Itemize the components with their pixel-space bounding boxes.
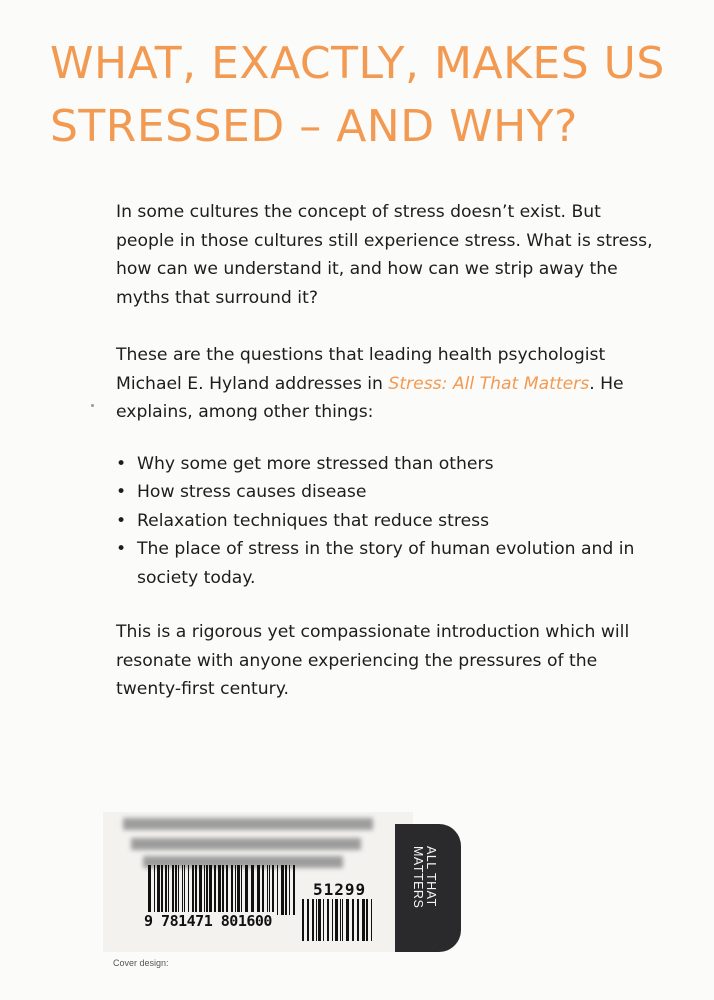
barcode-bar — [362, 899, 365, 941]
barcode-bar — [188, 865, 189, 915]
stray-dot — [91, 404, 94, 407]
author-text-before: These are the questions that leading health psychologist Michael E. Hyland addresses in — [116, 345, 606, 394]
cover-design-credit: Cover design: — [113, 958, 169, 968]
barcode-bar — [293, 865, 295, 915]
barcode-bar — [327, 899, 329, 941]
headline — [50, 32, 700, 158]
blurred-text-line — [123, 818, 373, 830]
series-label-line-2: MATTERS — [411, 846, 425, 909]
barcode-bar — [277, 865, 278, 915]
barcode-bar — [226, 865, 228, 915]
barcode-bar — [182, 865, 183, 915]
intro-paragraph: In some cultures the concept of stress doesn’t exist. But people in those cultures still experience stress. What is stress, how can we understand it, and how can we strip away the myths that surround it? — [116, 202, 653, 308]
barcode-bar — [269, 865, 270, 915]
barcode-bar — [154, 865, 155, 915]
barcode-bar — [199, 865, 202, 915]
barcode-bar — [352, 899, 354, 941]
barcode-bar — [289, 865, 290, 915]
barcode-bar — [231, 865, 233, 915]
barcode-bar — [272, 865, 274, 915]
barcode-bar — [335, 899, 338, 941]
barcode-bar — [157, 865, 160, 915]
barcode-bar — [237, 865, 240, 915]
isbn-number: 9 781471 801600 — [144, 912, 272, 930]
headline-line-2: STRESSED – AND WHY? — [50, 101, 578, 152]
series-label — [409, 846, 437, 936]
barcode-bar — [366, 899, 368, 941]
barcode-bar — [206, 865, 208, 915]
bullet-item: • Why some get more stressed than others — [116, 450, 656, 479]
barcode-bar — [168, 865, 169, 915]
barcode-bar — [235, 865, 236, 915]
barcode-bar — [241, 865, 242, 915]
barcode-bar — [332, 899, 333, 941]
bullet-item: • The place of stress in the story of human evolution and in society today. — [116, 535, 656, 592]
series-label-line-1: ALL THAT — [424, 846, 438, 907]
barcode-bar — [346, 899, 349, 941]
barcode-bar — [302, 899, 304, 941]
barcode-bar — [281, 865, 284, 915]
barcode-bar — [267, 865, 268, 915]
closing-paragraph: This is a rigorous yet compassionate introduction which will resonate with anyone experiencing the pressures of the twenty-first century. — [116, 622, 630, 699]
bullet-item: • Relaxation techniques that reduce stress — [116, 507, 656, 536]
barcode-bar — [209, 865, 212, 915]
barcode-bar — [257, 865, 260, 915]
barcode-bar — [318, 899, 321, 941]
barcode-bar — [312, 899, 314, 941]
barcode-bar — [148, 865, 151, 915]
barcode-bar — [245, 865, 248, 915]
price-addon-barcode — [302, 899, 374, 941]
blurb — [116, 198, 656, 704]
barcode-bar — [285, 865, 287, 915]
author-text-after: . He explains, among other things: — [116, 373, 624, 422]
barcode-bar — [218, 865, 221, 915]
barcode-bar — [165, 865, 167, 915]
barcode-bar — [340, 899, 341, 941]
barcode-bar — [262, 865, 264, 915]
barcode-bar — [316, 899, 317, 941]
barcode-bar — [222, 865, 224, 915]
book-title-reference: Stress: All That Matters — [388, 373, 590, 394]
barcode-bar — [371, 899, 372, 941]
barcode-bar — [184, 865, 185, 915]
bullet-item: • How stress causes disease — [116, 478, 656, 507]
barcode-bar — [195, 865, 197, 915]
author-paragraph — [116, 341, 656, 427]
barcode-bar — [178, 865, 179, 915]
barcode-bar — [342, 899, 343, 941]
barcode-bar — [307, 899, 309, 941]
barcode-bar — [357, 899, 359, 941]
headline-line-1: WHAT, EXACTLY, MAKES US — [50, 38, 665, 89]
price-code: 51299 — [313, 880, 367, 899]
barcode-bar — [192, 865, 194, 915]
barcode-bar — [175, 865, 177, 915]
ean-barcode — [148, 865, 298, 915]
barcode-bar — [251, 865, 254, 915]
barcode-bar — [204, 865, 205, 915]
barcode-bar — [161, 865, 163, 915]
barcode-bar — [214, 865, 216, 915]
barcode-bar — [172, 865, 174, 915]
bullet-list — [116, 450, 656, 593]
blurred-text-line — [131, 838, 361, 850]
barcode-bar — [323, 899, 324, 941]
